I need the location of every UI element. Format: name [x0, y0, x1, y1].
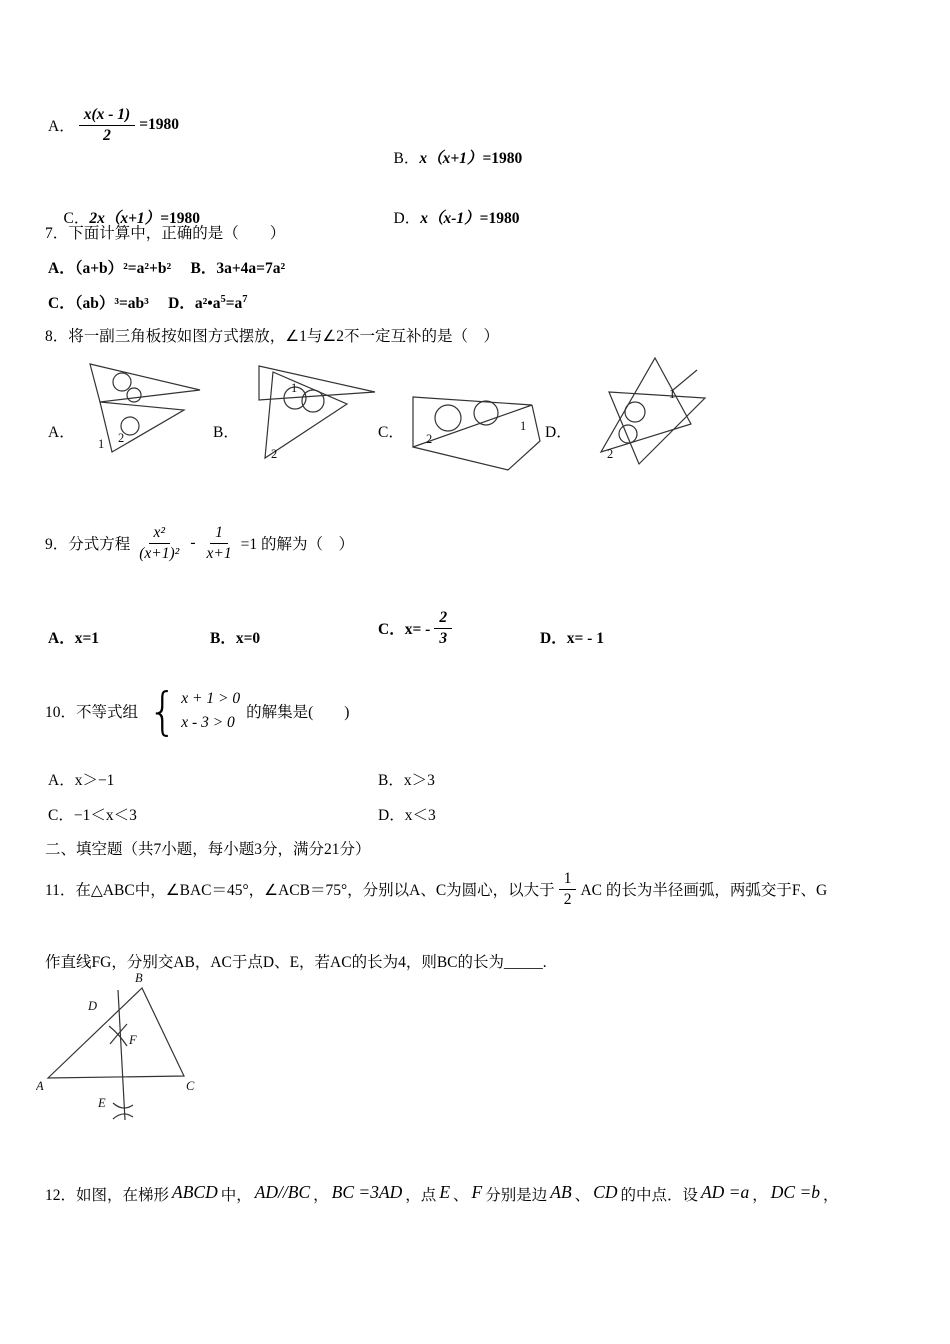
q12-text: 、 [574, 1187, 591, 1204]
q9-prefix: 9．分式方程 [45, 536, 131, 553]
q12-math: AD//BC [254, 1182, 311, 1202]
angle-2-label: 2 [271, 447, 278, 461]
q6-option-d-equation: =1980 [479, 210, 520, 227]
q6-option-b-equation: =1980 [482, 150, 523, 167]
q8-option-d-label: D． [545, 424, 572, 441]
q6-option-c-label: C． [63, 210, 90, 227]
q7-options-line1: A．（a+b）²=a²+b² B．3a+4a=7a² [48, 260, 286, 277]
q6-option-b-label: B． [393, 150, 420, 167]
q8-figure-d [593, 352, 711, 472]
q12-math: BC =3AD [331, 1182, 403, 1202]
q12-math: F [471, 1182, 483, 1202]
q10-prefix: 10．不等式组 [45, 704, 139, 721]
q6-option-d [378, 188, 519, 246]
triangle-set-d [601, 358, 705, 464]
q12-math: AD =a [700, 1182, 750, 1202]
q12-text: 、 [453, 1187, 469, 1204]
q9-tail: =1 的解为（ ） [240, 536, 354, 553]
fraction-denominator: x+1 [206, 544, 232, 562]
q6-option-b-formula: x（x+1） [419, 150, 483, 167]
q6-option-d-formula: x（x-1） [420, 210, 480, 227]
q7-stem: 7．下面计算中，正确的是（ ） [45, 225, 286, 242]
q12-stem [45, 1178, 839, 1212]
q10-tail: 的解集是( ) [246, 704, 350, 721]
angle-1-label: 1 [291, 381, 298, 395]
q12-math: DC =b [770, 1182, 821, 1202]
q9-stem [45, 512, 354, 574]
point-d-label: D [88, 999, 98, 1013]
angle-1-label: 1 [520, 419, 527, 433]
section2-header: 二、填空题（共7小题，每小题3分，满分21分） [45, 841, 371, 858]
point-c-label: C [186, 1079, 195, 1093]
q12-text: 12．如图，在梯形 [45, 1187, 170, 1204]
q12-math: CD [593, 1182, 618, 1202]
q9-fraction-1 [134, 523, 184, 563]
fraction-denominator: (x+1)² [139, 544, 180, 562]
q11-figure [36, 970, 216, 1128]
fraction-numerator: 1 [559, 869, 577, 889]
q6-option-a-label: A． [48, 118, 75, 135]
fraction-numerator: x(x - 1) [79, 105, 136, 125]
q6-option-c-equation: =1980 [160, 210, 201, 227]
angle-1-label: 1 [98, 437, 105, 451]
q6-option-a [48, 96, 179, 154]
q12-math: AB [550, 1182, 572, 1202]
point-b-label: B [135, 971, 143, 985]
q10-option-d: D．x＜3 [378, 807, 436, 824]
angle-2-label: 2 [118, 431, 125, 445]
q6-option-d-label: D． [393, 210, 421, 227]
q9-fraction-2 [202, 523, 237, 563]
q9-option-d: D．x= - 1 [540, 630, 604, 647]
q9-option-c-prefix: C．x= - [378, 621, 431, 638]
q11-construction-lines [48, 988, 184, 1120]
q12-text: 中， [220, 1187, 252, 1204]
triangle-set-b [259, 366, 375, 458]
fraction-denominator: 2 [103, 126, 111, 144]
triangle-set-a [90, 364, 200, 452]
fraction-numerator: x² [149, 523, 171, 543]
q9-option-a: A．x=1 [48, 630, 100, 647]
q10-inequality-2: x - 3 > 0 [181, 714, 235, 731]
minus-sign: - [190, 534, 196, 551]
q6-option-c-formula: 2x（x+1） [89, 210, 161, 227]
q12-text: ， [313, 1187, 329, 1204]
q9-option-c [378, 598, 456, 658]
q11-line1-pre: 11．在△ABC中，∠BAC＝45°，∠ACB＝75°，分别以A、C为圆心，以大于 [45, 882, 555, 899]
angle-2-label: 2 [426, 432, 433, 446]
q10-option-c: C．−1＜x＜3 [48, 807, 137, 824]
q6-option-a-equation: =1980 [139, 116, 180, 133]
q10-inequality-1: x + 1 > 0 [181, 689, 241, 707]
q7-line2-text: C．（ab）³=ab³ D．a²•a [48, 295, 221, 312]
q12-text: ，点 [405, 1187, 437, 1204]
q8-option-c-label: C． [378, 424, 404, 441]
q11-stem-line1 [45, 862, 827, 916]
left-brace: { [148, 681, 178, 741]
q10-inequality-system [181, 687, 240, 735]
q7-options-line2 [48, 291, 248, 313]
q8-option-a-label: A． [48, 424, 75, 441]
point-f-label: F [129, 1033, 137, 1047]
q12-text: ， [752, 1187, 768, 1204]
q11-half-fraction [559, 869, 577, 909]
q7-line2-exponent: 5 [220, 293, 226, 305]
q8-stem: 8．将一副三角板按如图方式摆放，∠1与∠2不一定互补的是（ ） [45, 328, 500, 345]
q12-text: ， [823, 1187, 839, 1204]
q12-math: E [439, 1182, 451, 1202]
fraction-numerator: 2 [434, 608, 452, 628]
q7-line2-exponent: 7 [242, 293, 248, 305]
q8-figure-c [408, 385, 550, 473]
point-e-label: E [98, 1096, 106, 1110]
fraction-numerator: 1 [210, 523, 228, 543]
q11-line1-post: AC 的长为半径画弧，两弧交于F、G [580, 882, 828, 899]
angle-1-label: 1 [669, 387, 676, 401]
angle-2-label: 2 [607, 447, 614, 461]
q7-line2-text: =a [225, 295, 243, 312]
point-a-label: A [36, 1079, 44, 1093]
q10-option-a: A．x＞−1 [48, 772, 115, 789]
q12-math: ABCD [172, 1182, 218, 1202]
q9-option-c-fraction [434, 608, 452, 648]
q8-figure-b [247, 360, 382, 465]
fraction-denominator: 3 [439, 629, 448, 647]
q12-text: 的中点．设 [620, 1187, 698, 1204]
q12-text: 分别是边 [485, 1187, 548, 1204]
q8-figure-a [82, 356, 207, 460]
q9-option-b: B．x=0 [210, 630, 261, 647]
q6-option-b [378, 128, 522, 186]
q8-option-b-label: B． [213, 424, 239, 441]
fraction-denominator: 2 [563, 890, 572, 908]
q6-option-a-fraction [79, 105, 136, 145]
q10-stem [45, 678, 349, 744]
q11-stem-line2: 作直线FG，分别交AB，AC于点D、E，若AC的长为4，则BC的长为_____. [45, 954, 547, 971]
q10-option-b: B．x＞3 [378, 772, 435, 789]
